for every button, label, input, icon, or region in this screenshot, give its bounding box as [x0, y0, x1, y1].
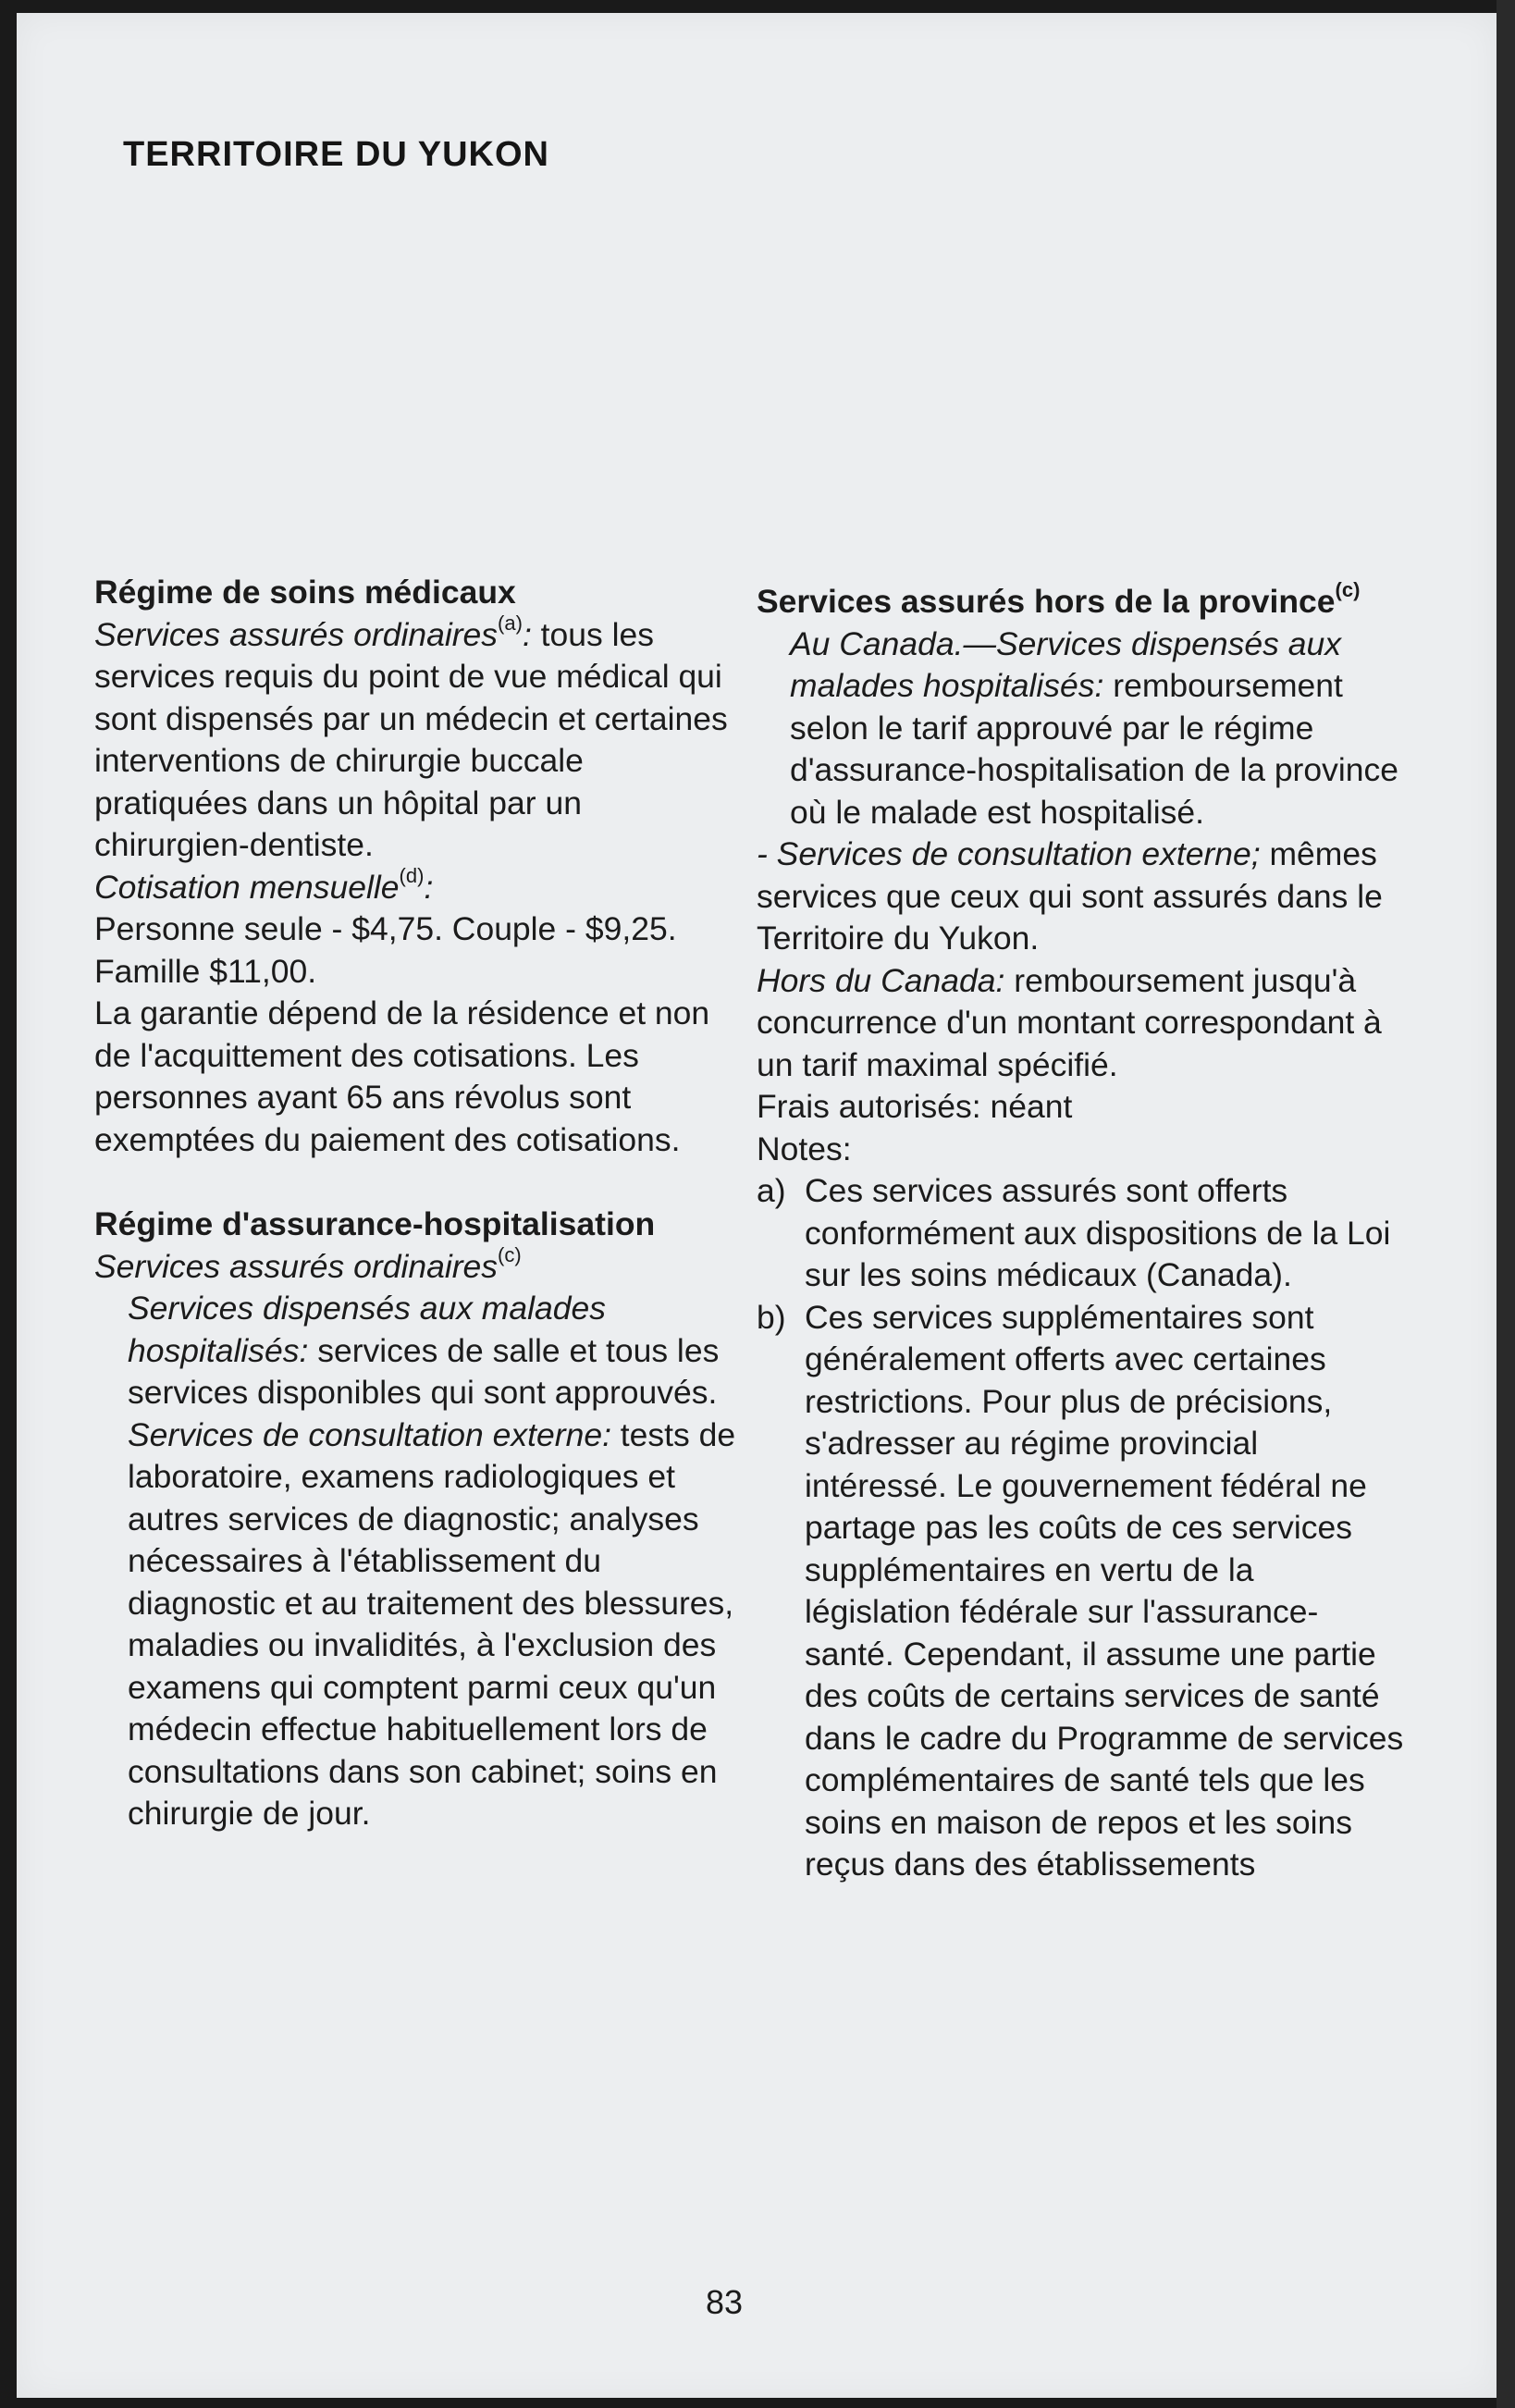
- out-of-province-title-text: Services assurés hors de la province: [757, 583, 1336, 620]
- abroad-text: remboursement jusqu'à concurrence d'un montant correspondant à un tarif maximal spécifié.: [757, 961, 1382, 1083]
- cotisation-paragraph: [94, 863, 742, 909]
- note-b: [757, 1297, 1404, 1886]
- inpatient-label: Services dispensés aux malades hospitalisés:: [128, 1290, 606, 1369]
- note-a-marker: a): [757, 1172, 786, 1209]
- colon: :: [522, 615, 532, 653]
- abroad-label: Hors du Canada:: [757, 961, 1005, 999]
- in-canada-paragraph: [757, 624, 1404, 834]
- medical-services-paragraph: [94, 611, 742, 867]
- notes-label: Notes:: [757, 1130, 852, 1167]
- out-of-province-title: [757, 578, 1404, 624]
- note-b-text: Ces services supplémentaires sont généralement offerts avec certaines restrictions. Pour plus de précisions, s'adresser au régime provincial intéressé. Le gouvernement fédéral ne partage pas les coûts de ces services supplémentaires en vertu de la législation fédérale sur l'assurance-santé. Cependant, il assume une partie des coûts de certains services de santé dans le cadre du Programme de services complémentaires de santé tels que les soins en maison de repos et les soins reçus dans des établissements: [805, 1298, 1404, 1883]
- outpatient-paragraph: [94, 1414, 742, 1835]
- hospital-plan-title: Régime d'assurance-hospitalisation: [94, 1205, 656, 1242]
- document-page: [17, 13, 1497, 2398]
- note-a-text: Ces services assurés sont offerts conformément aux dispositions de la Loi sur les soins médicaux (Canada).: [805, 1172, 1391, 1293]
- page-edge: [1497, 0, 1515, 2408]
- inpatient-paragraph: [94, 1288, 742, 1414]
- cotisation-rates: Personne seule - $4,75. Couple - $9,25. Famille $11,00.: [94, 910, 677, 990]
- footnote-ref-c: (c): [1335, 578, 1361, 602]
- external-consultation-paragraph: [757, 834, 1404, 960]
- note-a: [757, 1170, 1404, 1297]
- left-column: [94, 572, 742, 1835]
- medical-plan-title: Régime de soins médicaux: [94, 574, 516, 611]
- cotisation-label: Cotisation mensuelle: [94, 868, 400, 906]
- note-b-marker: b): [757, 1298, 786, 1336]
- in-canada-text: remboursement selon le tarif approuvé par le régime d'assurance-hospitalisation de la province où le malade est hospitalisé.: [790, 667, 1398, 831]
- page-number: 83: [706, 2283, 744, 2321]
- outpatient-label: Services de consultation externe:: [128, 1415, 611, 1453]
- inpatient-text: services de salle et tous les services disponibles qui sont approuvés.: [128, 1331, 720, 1411]
- garantie-paragraph: La garantie dépend de la résidence et non de l'acquittement des cotisations. Les personnes ayant 65 ans révolus sont exemptées du paiement des cotisations.: [94, 994, 710, 1158]
- colon: :: [424, 868, 434, 906]
- footnote-ref-d: (d): [399, 863, 425, 887]
- in-canada-label: Au Canada.—Services dispensés aux malades hospitalisés:: [790, 624, 1341, 704]
- external-consultation-label: - Services de consultation externe;: [757, 835, 1261, 872]
- external-consultation-text: mêmes services que ceux qui sont assurés dans le Territoire du Yukon.: [757, 835, 1383, 957]
- hospital-services-label: Services assurés ordinaires: [94, 1247, 499, 1285]
- authorized-fees: Frais autorisés: néant: [757, 1088, 1073, 1125]
- hospital-services-heading: [94, 1242, 742, 1289]
- footnote-ref-c: (c): [498, 1242, 522, 1266]
- medical-services-text: tous les services requis du point de vue médical qui sont dispensés par un médecin et certaines interventions de chirurgie buccale pratiquées dans un hôpital par un chirurgien-dentiste.: [94, 615, 728, 863]
- outpatient-text: tests de laboratoire, examens radiologiques et autres services de diagnostic; analyses nécessaires à l'établissement du diagnostic et au traitement des blessures, maladies ou invalidités, à l'exclusion des examens qui comptent parmi ceux qu'un médecin effectue habituellement lors de consultations dans son cabinet; soins en chirurgie de jour.: [128, 1415, 736, 1832]
- footnote-ref-a: (a): [498, 611, 523, 635]
- right-column: [757, 578, 1404, 1886]
- abroad-paragraph: [757, 960, 1404, 1087]
- page-header: TERRITOIRE DU YUKON: [123, 135, 549, 174]
- medical-services-label: Services assurés ordinaires: [94, 615, 499, 653]
